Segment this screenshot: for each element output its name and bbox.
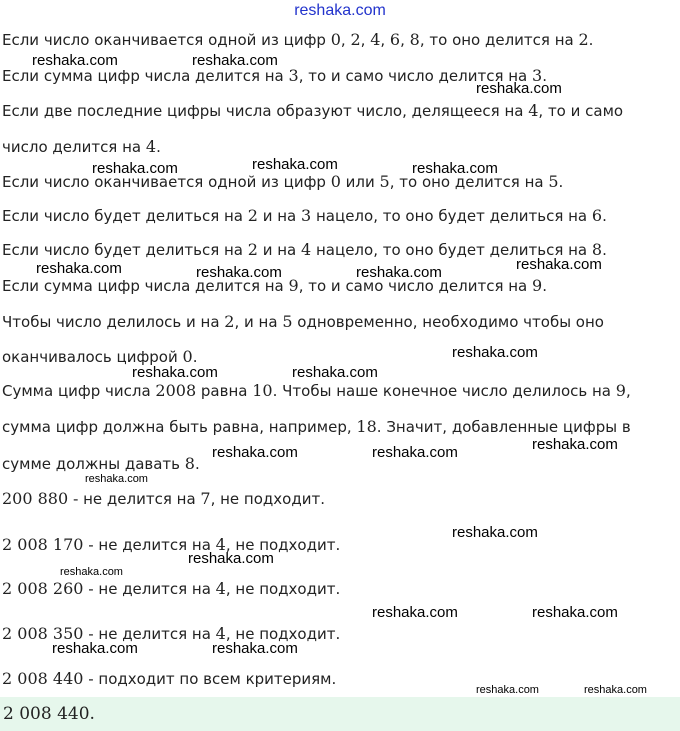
number: 6 bbox=[389, 30, 401, 49]
site-header[interactable]: reshaka.com bbox=[294, 2, 386, 19]
number: 2 bbox=[350, 30, 361, 49]
watermark: reshaka.com bbox=[132, 364, 218, 381]
number: 7 bbox=[200, 489, 211, 508]
text-line: Если сумма цифр числа делится на 9, то и само число делится на 9. bbox=[2, 276, 547, 295]
number: 2 008 440 bbox=[2, 669, 84, 688]
number: 5 bbox=[379, 172, 390, 191]
number: 4 bbox=[301, 240, 312, 259]
text-line: Сумма цифр числа 2008 равна 10. Чтобы наше конечное число делилось на 9, bbox=[2, 381, 631, 400]
text-line: Если число будет делиться на 2 и на 3 нацело, то оно будет делиться на 6. bbox=[2, 206, 607, 225]
text-line: Если сумма цифр числа делится на 3, то и само число делится на 3. bbox=[2, 66, 547, 85]
watermark: reshaka.com bbox=[372, 444, 458, 461]
watermark: reshaka.com bbox=[476, 80, 562, 97]
number: 9 bbox=[288, 276, 299, 295]
answer-value: 2 008 440. bbox=[3, 704, 95, 724]
number: 2008 bbox=[155, 381, 197, 400]
number: 4 bbox=[215, 624, 226, 643]
text-line: 2 008 170 - не делится на 4, не подходит. bbox=[2, 535, 341, 554]
text-line: Если число оканчивается одной из цифр 0 или 5, то оно делится на 5. bbox=[2, 172, 564, 191]
watermark: reshaka.com bbox=[36, 260, 122, 277]
watermark: reshaka.com bbox=[32, 52, 118, 69]
number: 2 bbox=[224, 312, 235, 331]
number: 2 008 170 bbox=[2, 535, 84, 554]
number: 3 bbox=[301, 206, 312, 225]
number: 2 bbox=[578, 30, 589, 49]
number: 0 bbox=[330, 172, 341, 191]
number: 4 bbox=[215, 579, 226, 598]
number: 4 bbox=[215, 535, 226, 554]
text-line: сумме должны давать 8. bbox=[2, 454, 200, 473]
watermark: reshaka.com bbox=[516, 256, 602, 273]
number: 5 bbox=[282, 312, 293, 331]
watermark: reshaka.com bbox=[196, 264, 282, 281]
text-line: Если две последние цифры числа образуют число, делящееся на 4, то и само bbox=[2, 101, 624, 120]
text-line: 200 880 - не делится на 7, не подходит. bbox=[2, 489, 325, 508]
number: 18 bbox=[356, 417, 377, 436]
number: 5 bbox=[548, 172, 559, 191]
watermark: reshaka.com bbox=[188, 550, 274, 567]
number: 8 bbox=[591, 240, 603, 259]
watermark: reshaka.com bbox=[476, 684, 539, 696]
watermark: reshaka.com bbox=[212, 640, 298, 657]
number: 6 bbox=[591, 206, 603, 225]
watermark: reshaka.com bbox=[85, 473, 148, 485]
watermark: reshaka.com bbox=[92, 160, 178, 177]
watermark: reshaka.com bbox=[212, 444, 298, 461]
number: 4 bbox=[370, 30, 381, 49]
watermark: reshaka.com bbox=[292, 364, 378, 381]
watermark: reshaka.com bbox=[584, 684, 647, 696]
watermark: reshaka.com bbox=[412, 160, 498, 177]
watermark: reshaka.com bbox=[532, 436, 618, 453]
text-line: Если число будет делиться на 2 и на 4 нацело, то оно будет делиться на 8. bbox=[2, 240, 607, 259]
text-line: 2 008 260 - не делится на 4, не подходит. bbox=[2, 579, 341, 598]
number: 10 bbox=[252, 381, 273, 400]
number: 2 bbox=[247, 206, 258, 225]
number: 9 bbox=[615, 381, 626, 400]
watermark: reshaka.com bbox=[192, 52, 278, 69]
number: 200 880 bbox=[2, 489, 69, 508]
number: 3 bbox=[532, 66, 543, 85]
answer-box bbox=[0, 697, 680, 731]
watermark: reshaka.com bbox=[532, 604, 618, 621]
number: 2 008 260 bbox=[2, 579, 84, 598]
watermark: reshaka.com bbox=[252, 156, 338, 173]
number: 8 bbox=[409, 30, 420, 49]
text-line: 2 008 440 - подходит по всем критериям. bbox=[2, 669, 337, 688]
number: 3 bbox=[288, 66, 299, 85]
number: 4 bbox=[145, 137, 157, 156]
text-line: Если число оканчивается одной из цифр 0, 2, 4, 6, 8, то оно делится на 2. bbox=[2, 30, 594, 49]
text-line: число делится на 4. bbox=[2, 137, 161, 156]
watermark: reshaka.com bbox=[452, 524, 538, 541]
watermark: reshaka.com bbox=[452, 344, 538, 361]
watermark: reshaka.com bbox=[60, 566, 123, 578]
number: 0 bbox=[182, 347, 193, 366]
number: 2 008 350 bbox=[2, 624, 84, 643]
text-line: 2 008 350 - не делится на 4, не подходит. bbox=[2, 624, 341, 643]
watermark: reshaka.com bbox=[52, 640, 138, 657]
text-line: оканчивалось цифрой 0. bbox=[2, 347, 198, 366]
text-line: Чтобы число делилось и на 2, и на 5 одновременно, необходимо чтобы оно bbox=[2, 312, 604, 331]
number: 0 bbox=[330, 30, 341, 49]
watermark: reshaka.com bbox=[372, 604, 458, 621]
number: 9 bbox=[532, 276, 543, 295]
number: 8 bbox=[184, 454, 195, 473]
number: 2 bbox=[247, 240, 258, 259]
text-line: сумма цифр должна быть равна, например, 18. Значит, добавленные цифры в bbox=[2, 417, 631, 436]
watermark: reshaka.com bbox=[356, 264, 442, 281]
number: 4 bbox=[528, 101, 539, 120]
